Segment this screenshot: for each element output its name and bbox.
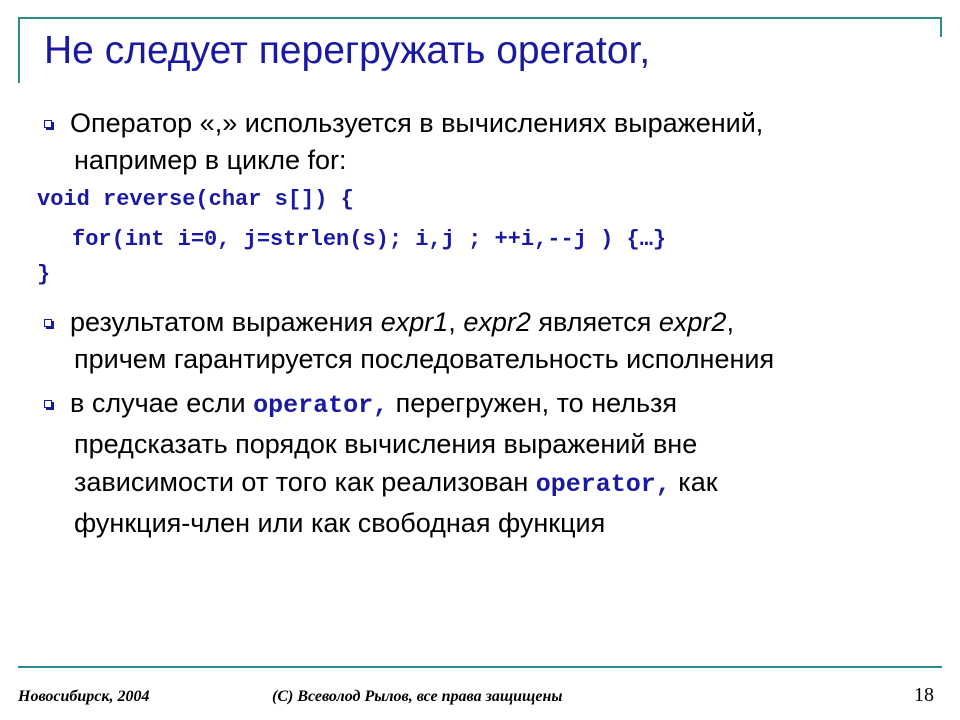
code-line-2: for(int i=0, j=strlen(s); i,j ; ++i,--j ) {…} [72, 227, 667, 252]
slide-title: Не следует перегружать operator, [44, 29, 651, 72]
footer-city-year: Новосибирск, 2004 [18, 688, 150, 705]
expr2-italic: expr2 [463, 307, 531, 337]
bullet-result-expr [40, 304, 774, 378]
bullet2-text-is: является [530, 307, 659, 337]
bullet2-trailing-comma: , [726, 307, 734, 337]
bullet2-line2: причем гарантируется последовательность исполнения [74, 344, 775, 374]
expr1-italic: expr1 [380, 307, 449, 337]
code-line-3: } [37, 262, 51, 287]
bullet3-line3-end: как [670, 467, 718, 497]
left-rule [18, 17, 20, 83]
bullet2-text: результатом выражения [70, 307, 381, 337]
bullet3-text: в случае если [70, 388, 254, 418]
bullet3-text-end: перегружен, то нельзя [388, 388, 678, 418]
operator-comma-code: operator, [535, 470, 671, 499]
page-number: 18 [914, 684, 934, 706]
operator-comma-code: operator, [253, 391, 389, 420]
bullet1-line1: Оператор «,» используется в вычислениях выражений, [70, 108, 764, 138]
bullet3-line3-text: зависимости от того как реализован [74, 467, 536, 497]
bullet3-line2: предсказать порядок вычисления выражений вне [74, 429, 698, 459]
bullet3-line4: функция-член или как свободная функция [74, 508, 606, 538]
bullet-square-icon [44, 319, 52, 327]
bullet2-comma: , [448, 307, 464, 337]
right-rule [940, 17, 942, 37]
expr2-result-italic: expr2 [658, 307, 727, 337]
bullet-square-icon [44, 120, 52, 128]
bottom-rule [18, 666, 942, 668]
bullet-overload-warning [40, 384, 718, 542]
footer-copyright: (C) Всеволод Рылов, все права защищены [272, 688, 563, 705]
bullet1-line2: например в цикле for: [74, 145, 347, 175]
code-line-1: void reverse(char s[]) { [37, 187, 354, 212]
bullet-square-icon [44, 400, 52, 408]
bullet-comma-operator [40, 105, 763, 179]
top-rule [18, 17, 942, 19]
